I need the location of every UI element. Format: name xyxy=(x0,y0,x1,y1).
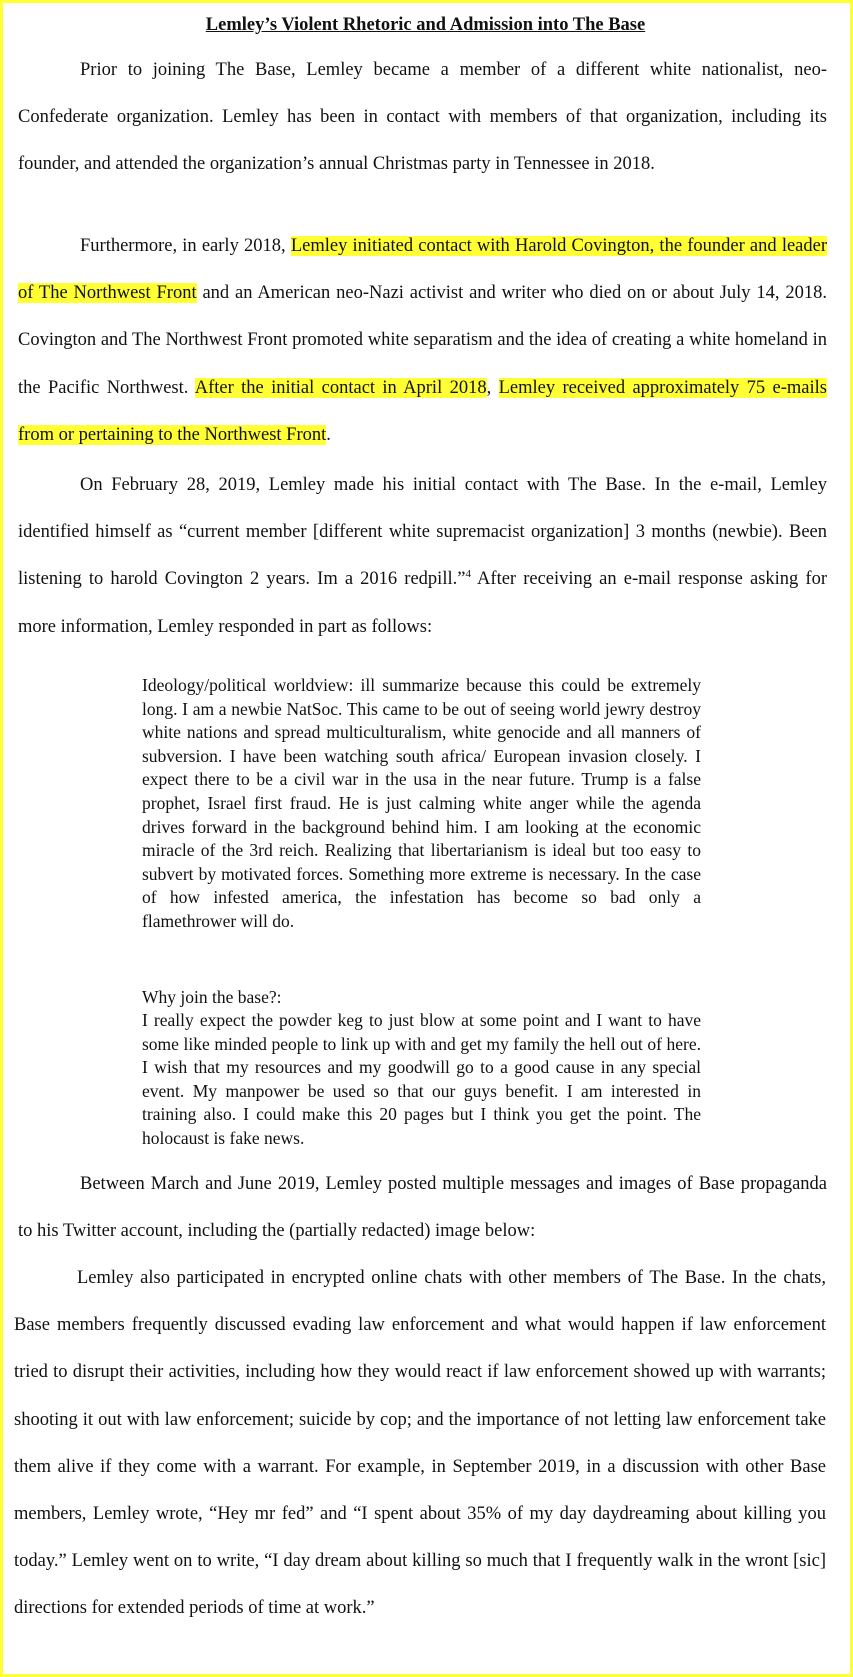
paragraph-covington-contact xyxy=(18,223,827,459)
text-run: Furthermore, in early 2018, xyxy=(80,236,291,256)
block-quote-why-join: I really expect the powder keg to just blow at some point and I want to have some like minded people to link up with and get my family the hell out of here. I wish that my resources and my goodwill go to a good cause in any special event. My manpower be used so that our guys benefit. I am interested in training also. I could make this 20 pages but I think you get the point. The holocaust is fake news. xyxy=(142,1010,701,1148)
paragraph-encrypted-chats: Lemley also participated in encrypted online chats with other members of The Base. In the chats, Base members frequently discussed evading law enforcement and what would happen if law enforcement tried to disrupt their activities, including how they would react if law enforcement showed up with warrants; shooting it out with law enforcement; suicide by cop; and the importance of not letting law enforcement take them alive if they come with a warrant. For example, in September 2019, in a discussion with other Base members, Lemley wrote, “Hey mr fed” and “I spent about 35% of my day daydreaming about killing you today.” Lemley went on to write, “I day dream about killing so much that I frequently walk in the wront [sic] directions for extended periods of time at work.” xyxy=(14,1268,826,1619)
footnote-marker[interactable]: 4 xyxy=(465,568,471,581)
text-run: and an American neo-Nazi activist and writer who died on or about July 14, 2018. Covington and The Northwest Front promoted white separatism and the idea of creating a white homeland in the Pacific Northwest. xyxy=(18,283,828,398)
paragraph-twitter-propaganda: Between March and June 2019, Lemley posted multiple messages and images of Base propaganda to his Twitter account, including the (partially redacted) image below: xyxy=(18,1174,827,1242)
text-run: After receiving an e-mail response asking for more information, Lemley responded in part as follows: xyxy=(18,569,828,637)
block-quote-ideology: Ideology/political worldview: ill summarize because this could be extremely long. I am a newbie NatSoc. This came to be out of seeing world jewry destroy white nations and spread multiculturalism, white genocide and all manners of subversion. I have been watching south africa/ European invasion closely. I expect there to be a civil war in the usa in the near future. Trump is a false prophet, Israel first fraud. He is just calming white anger while the agenda drives forward in the background behind him. I am looking at the economic miracle of the 3rd reich. Realizing that libertarianism is ideal but too easy to subvert by motivated forces. Something more extreme is necessary. In the case of how infested america, the infestation has become so bad only a flamethrower will do. xyxy=(142,675,701,931)
block-quote-title: Why join the base?: xyxy=(142,987,282,1007)
text-run: , xyxy=(486,377,499,398)
highlighted-text: After the initial contact in April 2018 xyxy=(194,377,487,398)
section-heading: Lemley’s Violent Rhetoric and Admission into The Base xyxy=(205,15,646,35)
highlighted-text: Lemley received approximately 75 e-mails from or pertaining to the Northwest Front xyxy=(18,377,827,445)
paragraph-prior-membership: Prior to joining The Base, Lemley became a member of a different white nationalist, neo-Confederate organization. Lemley has been in contact with members of that organization, including its founder, and attended the organization’s annual Christmas party in Tennessee in 2018. xyxy=(18,60,827,175)
text-run: On February 28, 2019, Lemley made his initial contact with The Base. In the e-mail, Lemley identified himself as “current member [different white supremacist organization] 3 months (newbie). Been listening to harold Covington 2 years. Im a 2016 redpill.” xyxy=(18,475,827,590)
text-run: . xyxy=(326,424,331,445)
highlighted-text: Lemley initiated contact with Harold Covington, the founder and leader of The Northwest Front xyxy=(18,236,827,304)
paragraph-base-contact xyxy=(18,462,827,651)
